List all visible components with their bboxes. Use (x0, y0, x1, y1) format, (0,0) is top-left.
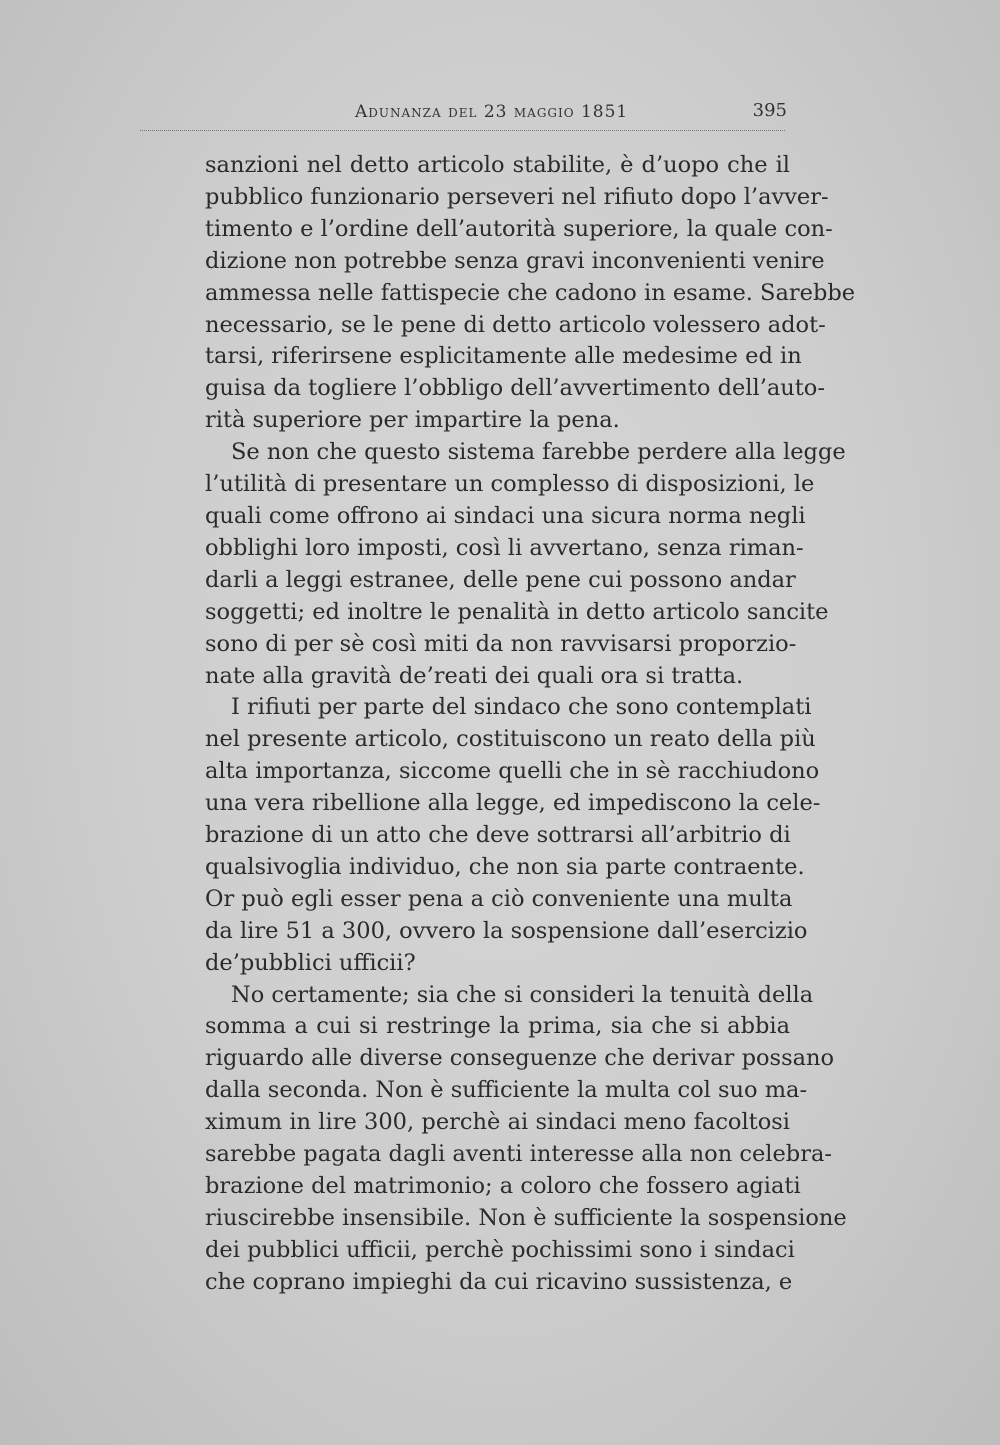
text-line: riuscirebbe insensibile. Non è sufficiente la sospensione (205, 1204, 847, 1231)
text-line: sarebbe pagata dagli aventi interesse alla non celebra- (205, 1141, 832, 1168)
text-line: guisa da togliere l’obbligo dell’avvertimento dell’auto- (205, 375, 825, 402)
text-line: soggetti; ed inoltre le penalità in detto articolo sancite (205, 598, 829, 625)
text-line: de’pubblici ufficii? (205, 949, 416, 976)
text-line: somma a cui si restringe la prima, sia che si abbia (205, 1013, 790, 1040)
text-line: una vera ribellione alla legge, ed impediscono la cele- (205, 790, 821, 817)
text-line: qualsivoglia individuo, che non sia parte contraente. (205, 853, 805, 880)
text-line: che coprano impieghi da cui ricavino sussistenza, e (205, 1268, 793, 1295)
text-line: necessario, se le pene di detto articolo volessero adot- (205, 311, 826, 338)
text-line: riguardo alle diverse conseguenze che derivar possano (205, 1045, 835, 1072)
page-header (205, 100, 785, 130)
text-line: timento e l’ordine dell’autorità superiore, la quale con- (205, 215, 833, 242)
paragraph-4 (205, 980, 847, 1299)
paragraph-2 (205, 437, 846, 692)
text-line: pubblico funzionario perseveri nel rifiuto dopo l’avver- (205, 183, 829, 210)
text-line: rità superiore per impartire la pena. (205, 407, 620, 434)
text-line: sono di per sè così miti da non ravvisarsi proporzio- (205, 630, 797, 657)
body-text (205, 150, 856, 1299)
text-line: Se non che questo sistema farebbe perdere alla legge (231, 439, 846, 466)
text-line: da lire 51 a 300, ovvero la sospensione dall’esercizio (205, 917, 808, 944)
paragraph-1 (205, 150, 856, 437)
text-line: ximum in lire 300, perchè ai sindaci meno facoltosi (205, 1109, 790, 1136)
running-head: Adunanza del 23 maggio 1851 (355, 102, 629, 122)
text-line: sanzioni nel detto articolo stabilite, è d’uopo che il (205, 152, 790, 178)
text-line: No certamente; sia che si consideri la tenuità della (231, 981, 814, 1008)
text-line: dalla seconda. Non è sufficiente la multa col suo ma- (205, 1077, 808, 1104)
text-line: nate alla gravità de’reati dei quali ora si tratta. (205, 662, 744, 689)
paragraph-3 (205, 692, 821, 979)
text-line: brazione di un atto che deve sottrarsi all’arbitrio di (205, 822, 791, 849)
text-line: obblighi loro imposti, così li avvertano, senza riman- (205, 534, 804, 561)
text-line: nel presente articolo, costituiscono un reato della più (205, 726, 816, 753)
text-line: darli a leggi estranee, delle pene cui possono andar (205, 566, 796, 593)
text-line: I rifiuti per parte del sindaco che sono contemplati (231, 694, 812, 721)
text-line: tarsi, riferirsene esplicitamente alle medesime ed in (205, 343, 802, 370)
text-line: Or può egli esser pena a ciò conveniente una multa (205, 885, 793, 912)
text-line: quali come offrono ai sindaci una sicura norma negli (205, 502, 806, 529)
header-rule (140, 130, 785, 131)
text-line: brazione del matrimonio; a coloro che fossero agiati (205, 1173, 801, 1199)
text-line: alta importanza, siccome quelli che in sè racchiudono (205, 758, 820, 785)
text-line: ammessa nelle fattispecie che cadono in esame. Sarebbe (205, 279, 856, 306)
text-line: l’utilità di presentare un complesso di disposizioni, le (205, 471, 815, 498)
page-number: 395 (752, 100, 787, 121)
text-line: dei pubblici ufficii, perchè pochissimi sono i sindaci (205, 1236, 795, 1263)
text-line: dizione non potrebbe senza gravi inconvenienti venire (205, 247, 825, 274)
